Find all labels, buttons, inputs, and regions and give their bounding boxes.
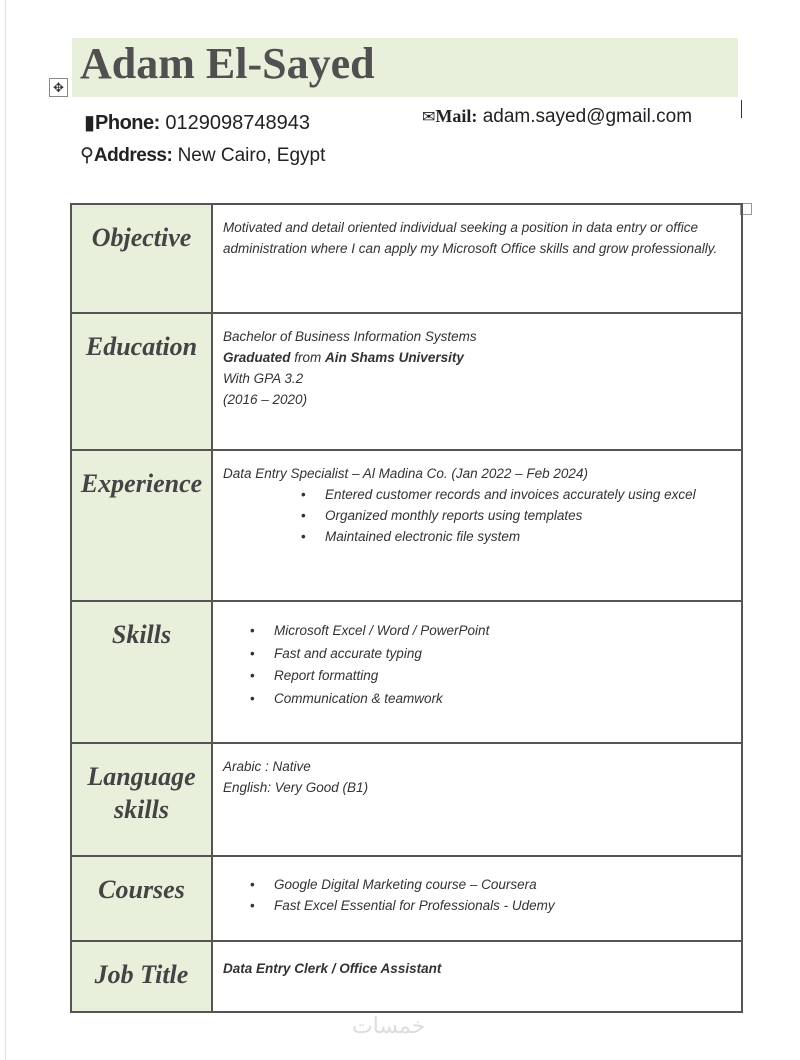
watermark: خمسات — [352, 1013, 426, 1038]
gpa: With GPA 3.2 — [223, 371, 304, 386]
courses-bullets — [223, 874, 731, 916]
objective-heading: Objective — [71, 204, 212, 313]
skills-content — [212, 601, 742, 743]
graduation — [223, 347, 731, 368]
phone-icon: ▮ — [84, 112, 96, 134]
page-edge — [5, 0, 6, 1060]
list-item: • Maintained electronic file system — [325, 526, 731, 547]
table-move-handle-icon[interactable]: ✥ — [49, 78, 68, 97]
phone-line — [84, 110, 310, 135]
from-text: from — [294, 350, 322, 365]
job-role: Data Entry Specialist – Al Madina Co. (Jan 2022 – Feb 2024) — [223, 466, 588, 481]
languages-row — [71, 743, 742, 856]
text-cursor — [741, 100, 742, 118]
candidate-name: Adam El-Sayed — [80, 39, 375, 88]
graduated-label: Graduated — [223, 350, 291, 365]
languages-content — [212, 743, 742, 856]
mail-value: adam.sayed@gmail.com — [482, 106, 693, 127]
languages-heading — [71, 743, 212, 856]
language-item: English: Very Good (B1) — [223, 780, 369, 795]
address-line — [80, 144, 325, 167]
list-item: • Fast and accurate typing — [274, 643, 731, 666]
mail-label: Mail: — [435, 106, 478, 126]
courses-content — [212, 856, 742, 941]
experience-content — [212, 450, 742, 601]
university: Ain Shams University — [325, 350, 464, 365]
mail-line — [422, 106, 692, 128]
list-item: • Microsoft Excel / Word / PowerPoint — [274, 620, 731, 643]
list-item: • Google Digital Marketing course – Coursera — [274, 874, 731, 895]
languages-heading-line1: Language — [87, 762, 196, 791]
pin-icon: ⚲ — [80, 145, 94, 166]
phone-label: Phone: — [95, 112, 160, 134]
name-banner — [72, 38, 738, 97]
courses-heading: Courses — [71, 856, 212, 941]
job-title-row — [71, 941, 742, 1012]
education-content — [212, 313, 742, 450]
address-label: Address: — [93, 145, 173, 166]
list-item: • Fast Excel Essential for Professionals - Udemy — [274, 895, 731, 916]
education-row — [71, 313, 742, 450]
job-title-heading: Job Title — [71, 941, 212, 1012]
phone-value: 0129098748943 — [165, 112, 310, 134]
experience-bullets — [223, 484, 731, 547]
years: (2016 – 2020) — [223, 392, 308, 407]
job-title-text: Data Entry Clerk / Office Assistant — [212, 941, 742, 1012]
skills-row — [71, 601, 742, 743]
objective-row — [71, 204, 742, 313]
list-item: • Organized monthly reports using templates — [325, 505, 731, 526]
courses-row — [71, 856, 742, 941]
degree: Bachelor of Business Information Systems — [223, 329, 477, 344]
language-item: Arabic : Native — [223, 759, 311, 774]
mail-icon: ✉ — [422, 109, 436, 126]
skills-bullets — [223, 620, 731, 710]
list-item: • Entered customer records and invoices accurately using excel — [325, 484, 731, 505]
list-item: • Report formatting — [274, 665, 731, 688]
languages-heading-line2: skills — [114, 795, 169, 824]
objective-text: Motivated and detail oriented individual seeking a position in data entry or office administration where I can apply my Microsoft Office skills and grow professionally. — [212, 204, 742, 313]
address-value: New Cairo, Egypt — [177, 145, 326, 166]
experience-heading: Experience — [71, 450, 212, 601]
resume-table — [70, 203, 743, 1013]
list-item: • Communication & teamwork — [274, 688, 731, 711]
skills-heading: Skills — [71, 601, 212, 743]
experience-row — [71, 450, 742, 601]
education-heading: Education — [71, 313, 212, 450]
